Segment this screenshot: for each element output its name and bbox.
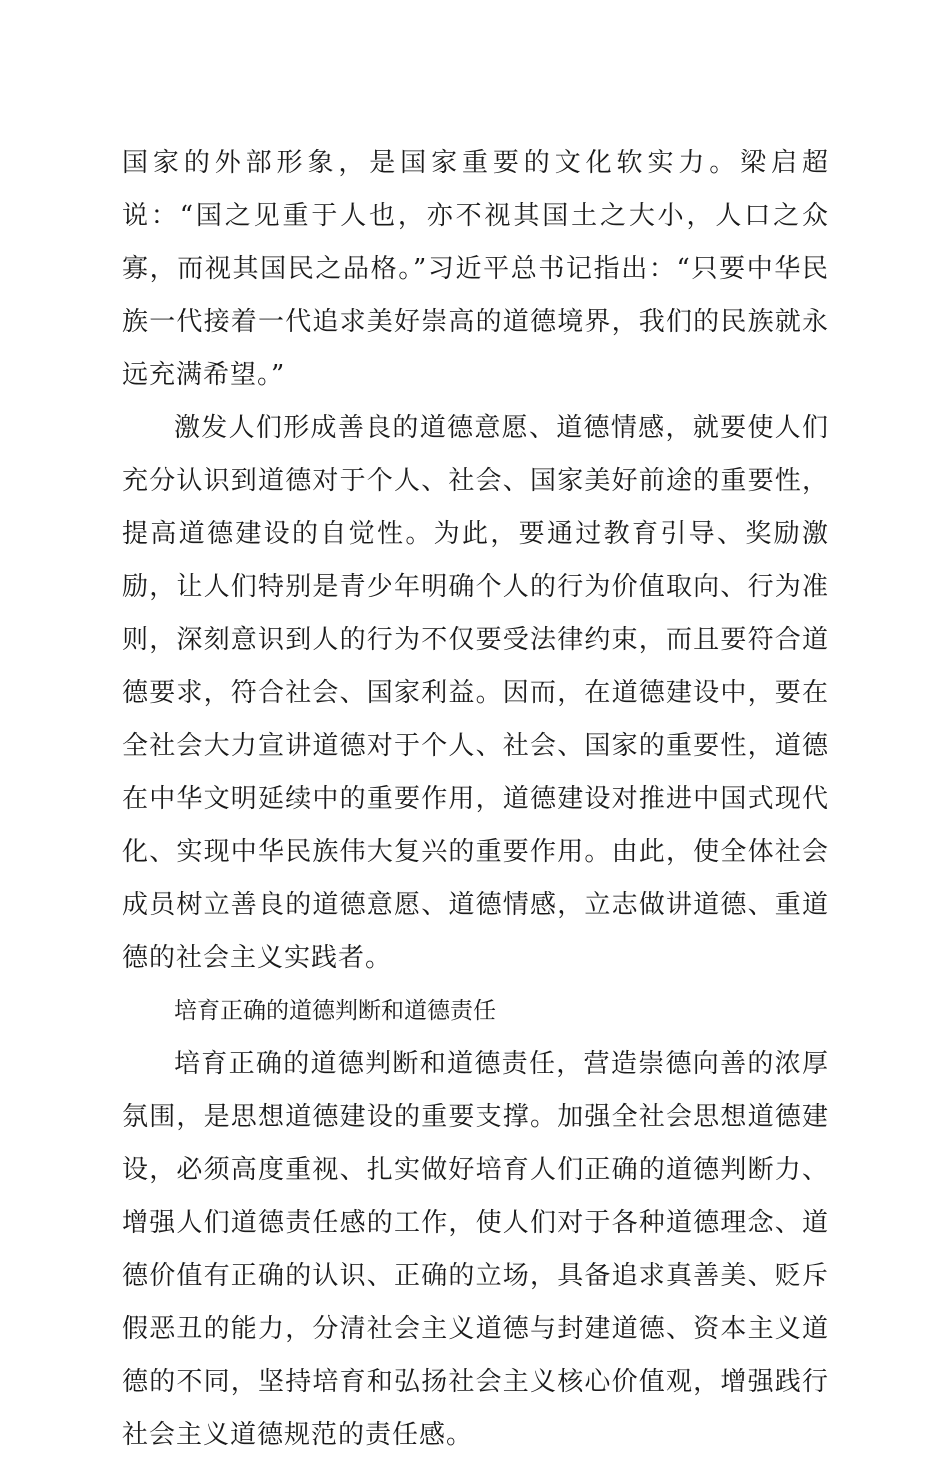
paragraph-continuation: 国家的外部形象，是国家重要的文化软实力。梁启超说：“国之见重于人也，亦不视其国土之大小，人口之众寡，而视其国民之品格。”习近平总书记指出：“只要中华民族一代接着一代追求美好崇高的道德境界，我们的民族就永远充满希望。” <box>122 148 829 390</box>
document-body <box>122 137 829 1462</box>
paragraph-moral-will: 激发人们形成善良的道德意愿、道德情感，就要使人们充分认识到道德对于个人、社会、国家美好前途的重要性，提高道德建设的自觉性。为此，要通过教育引导、奖励激励，让人们特别是青少年明确个人的行为价值取向、行为准则，深刻意识到人的行为不仅要受法律约束，而且要符合道德要求，符合社会、国家利益。因而，在道德建设中，要在全社会大力宣讲道德对于个人、社会、国家的重要性，道德在中华文明延续中的重要作用，道德建设对推进中国式现代化、实现中华民族伟大复兴的重要作用。由此，使全体社会成员树立善良的道德意愿、道德情感，立志做讲道德、重道德的社会主义实践者。 <box>122 413 829 973</box>
paragraph-moral-judgment: 培育正确的道德判断和道德责任，营造崇德向善的浓厚氛围，是思想道德建设的重要支撑。加强全社会思想道德建设，必须高度重视、扎实做好培育人们正确的道德判断力、增强人们道德责任感的工作，使人们对于各种道德理念、道德价值有正确的认识、正确的立场，具备追求真善美、贬斥假恶丑的能力，分清社会主义道德与封建道德、资本主义道德的不同，坚持培育和弘扬社会主义核心价值观，增强践行社会主义道德规范的责任感。 <box>122 1049 829 1450</box>
section-heading: 培育正确的道德判断和道德责任 <box>174 998 496 1024</box>
